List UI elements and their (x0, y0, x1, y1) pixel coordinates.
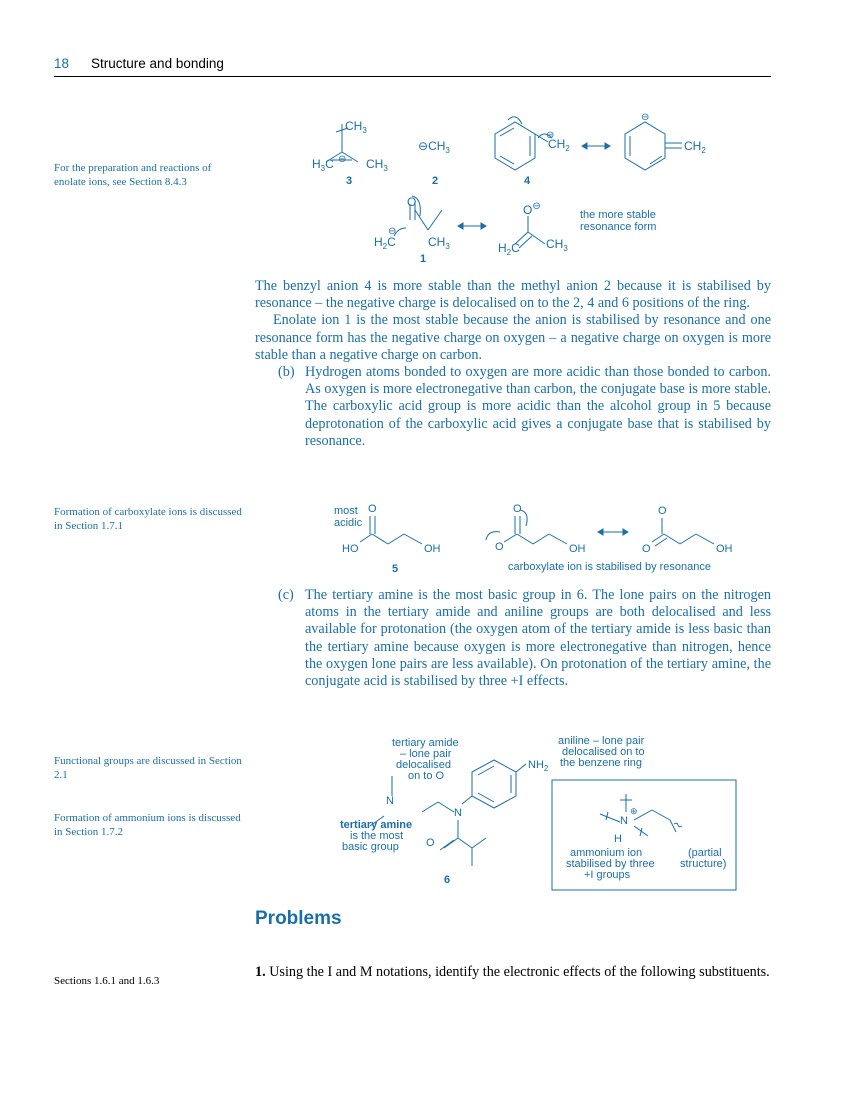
problem-1-text: Using the I and M notations, identify the electronic effects of the following substituents. (269, 964, 770, 980)
page-number: 18 (54, 56, 70, 71)
carboxylate-o-top: O (513, 503, 522, 515)
problems-heading: Problems (255, 908, 342, 929)
label-1: 1 (420, 253, 427, 265)
exo-ch2: CH (684, 139, 702, 153)
benzyl-charge: ⊖ (546, 130, 555, 141)
tertiary-amine-label: tertiary amine (340, 819, 413, 831)
paragraph-benzyl-anion: The benzyl anion 4 is more stable than the methyl anion 2 because it is stabilised by resonance – the negative charge is delocalised on to the 2, 4 and 6 positions of the ring. (255, 278, 771, 312)
amide-o: O (426, 837, 435, 849)
svg-text:CH3 (428, 235, 450, 251)
enolate-h2c-right: H (498, 241, 507, 255)
svg-text:CH3 (366, 157, 388, 173)
ammonium-note-3: +I groups (584, 869, 631, 881)
svg-text:CH3 (546, 237, 568, 253)
ammonium-n: N (620, 815, 628, 827)
label-3: 3 (346, 175, 353, 187)
ring-charge: ⊖ (641, 112, 650, 123)
paragraph-enolate: Enolate ion 1 is the most stable because the anion is stabilised by resonance and one resonance form has the negative charge on oxygen – a negative charge on oxygen is more stable than a negative charge on carbon. (255, 312, 771, 363)
label-2: 2 (432, 175, 439, 187)
h3c-carbon: C (325, 157, 334, 171)
enolate-ch3-right-sub: 3 (563, 244, 568, 253)
ammonium-note-1: ammonium ion (570, 847, 643, 859)
methyl-label: CH (428, 139, 446, 153)
margin-note-carboxylate: Formation of carboxylate ions is discussed in Section 1.7.1 (54, 506, 242, 532)
enolate-h2c-carbon: C (387, 235, 396, 249)
h3c-subscript: 3 (320, 164, 326, 173)
enolate-ch3-right: CH (546, 237, 564, 251)
partial-note-2: structure) (680, 858, 727, 870)
anion-stability-figure (290, 112, 740, 265)
most-label: most (334, 505, 358, 517)
acidic-label: acidic (334, 517, 363, 529)
item-b-label: (b) (278, 364, 295, 381)
label-6: 6 (444, 874, 451, 886)
benzyl-ch2: CH (548, 137, 566, 151)
partial-note-1: (partial (688, 847, 722, 859)
body-text-section-c (255, 587, 771, 690)
ammonium-h: H (614, 833, 622, 845)
ammonium-note-2: stabilised by three (566, 858, 655, 870)
margin-note-enolate: For the preparation and reactions of enolate ions, see Section 8.4.3 (54, 162, 212, 188)
svg-text:⊖CH3 (418, 139, 450, 155)
carbanion-charge-3: ⊖ (338, 154, 347, 165)
enolate-o-right: O (523, 203, 533, 217)
margin-note-functional-groups: Functional groups are discussed in Section 2.1 (54, 755, 242, 781)
paragraph-c (255, 587, 771, 690)
item-c-text: The tertiary amine is the most basic group in 6. The lone pairs on the nitrogen atoms in the tertiary amide and aniline groups are both delocalised and less available for protonation (the oxygen atom of the tertiary amide is less basic than the tertiary amine because oxygen is more electronegative than nitrogen, hence the oxygen lone pairs are less available). On protonation of the tertiary amine, the conjugate acid is stabilised by three +I effects. (305, 587, 771, 690)
compound-6-figure (330, 732, 750, 892)
problem-1-number: 1. (255, 964, 266, 980)
enolate-ch3-left: CH (428, 235, 446, 249)
amide-note-1: tertiary amide (392, 737, 459, 749)
carboxylate-o-right-top: O (658, 505, 667, 517)
label-4: 4 (524, 175, 531, 187)
enolate-h2c-sub: 2 (382, 242, 388, 251)
more-stable-line1: the more stable (580, 209, 656, 221)
enolate-ch3-left-sub: 3 (445, 242, 450, 251)
carboxylate-oh-1: OH (569, 543, 586, 555)
amide-note-3: delocalised (396, 759, 452, 771)
most-basic-1: is the most (350, 830, 404, 842)
chapter-title: Structure and bonding (91, 56, 224, 71)
carboxylate-o-right-bottom: O (642, 543, 651, 555)
enolate-charge-left: ⊖ (388, 226, 397, 237)
amide-note-2: – lone pair (400, 748, 452, 760)
enolate-charge-right: ⊖ (532, 201, 541, 212)
enolate-o-left: O (407, 195, 417, 209)
enolate-h2c-right-sub: 2 (506, 248, 512, 257)
carboxylate-oh-2: OH (716, 543, 733, 555)
ch3-subscript: 3 (362, 126, 367, 135)
item-c-label: (c) (278, 587, 294, 603)
carboxylate-caption: carboxylate ion is stabilised by resonance (508, 561, 712, 573)
body-text-section-a (255, 278, 771, 450)
amide-n: N (454, 807, 462, 819)
svg-text:NH2 (528, 759, 549, 773)
svg-text:O⊖ (523, 201, 541, 217)
more-stable-line2: resonance form (580, 221, 657, 233)
ch3-right-label: CH (366, 157, 384, 171)
compound5-o: O (368, 503, 377, 515)
nh2-subscript: 2 (543, 764, 549, 773)
h3c-label: H (312, 157, 321, 171)
carboxylate-o-bottom: O (495, 541, 504, 553)
margin-note-sections: Sections 1.6.1 and 1.6.3 (54, 975, 160, 987)
svg-text:CH2 (684, 139, 706, 155)
ammonium-charge: ⊕ (630, 806, 638, 816)
enolate-h2c: H (374, 235, 383, 249)
item-b-text: Hydrogen atoms bonded to oxygen are more acidic than those bonded to carbon. As oxygen is more electronegative than carbon, the conjugate base is more stable. The carboxylic acid group is more acidic than the alcohol group in 5 because deprotonation of the carboxylic acid gives a conjugate base that is stabilised by resonance. (305, 364, 771, 449)
svg-text:CH3 (345, 119, 367, 135)
svg-text:H2C (498, 241, 520, 257)
margin-note-ammonium: Formation of ammonium ions is discussed in Section 1.7.2 (54, 812, 241, 838)
nh2-label: NH (528, 759, 544, 771)
enolate-h2c-right-carbon: C (511, 241, 520, 255)
ch3-right-subscript: 3 (383, 164, 388, 173)
ch3-label: CH (345, 119, 363, 133)
tertiary-amine-n: N (386, 795, 394, 807)
methyl-subscript: 3 (445, 146, 450, 155)
compound5-ho: HO (342, 543, 359, 555)
aniline-note-3: the benzene ring (560, 757, 642, 769)
aniline-note-1: aniline – lone pair (558, 735, 645, 747)
label-5: 5 (392, 563, 399, 575)
methyl-charge: ⊖ (418, 139, 429, 153)
carboxylate-resonance-figure (330, 500, 760, 580)
svg-text:H2C (374, 235, 396, 251)
amide-note-4: on to O (408, 770, 445, 782)
benzyl-ch2-sub: 2 (565, 144, 570, 153)
svg-text:H3C (312, 157, 334, 173)
exo-ch2-sub: 2 (701, 146, 706, 155)
most-basic-2: basic group (342, 841, 399, 853)
running-header (54, 56, 771, 77)
aniline-note-2: delocalised on to (562, 746, 645, 758)
compound5-oh: OH (424, 543, 441, 555)
problem-1 (255, 964, 771, 981)
paragraph-b (255, 364, 771, 450)
